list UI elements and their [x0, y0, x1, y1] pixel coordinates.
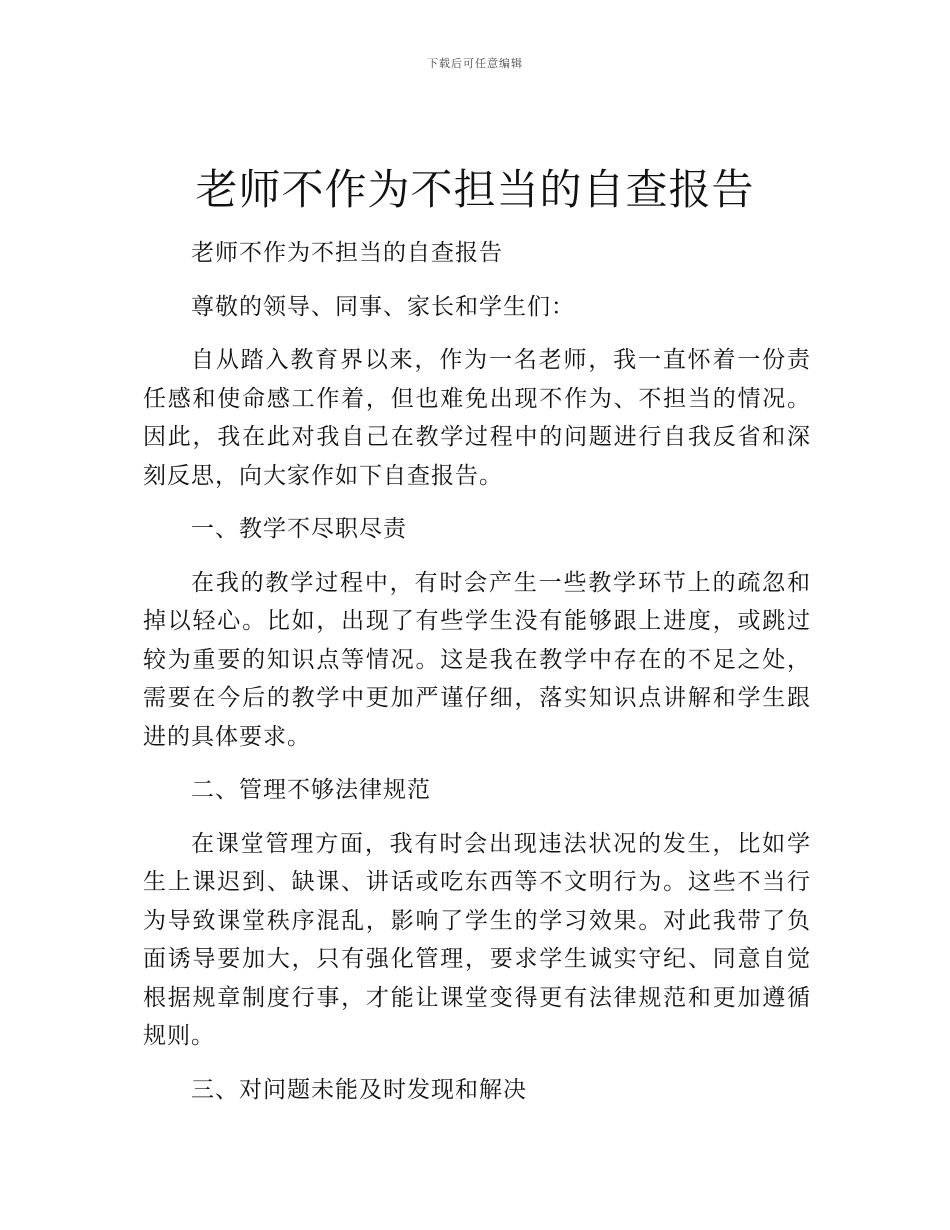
document-body — [143, 234, 811, 1124]
section-heading-2: 二、管理不够法律规范 — [191, 777, 431, 803]
page-header-note: 下载后可任意编辑 — [427, 57, 523, 70]
section-heading-3: 三、对问题未能及时发现和解决 — [191, 1076, 527, 1103]
salutation-paragraph: 尊敬的领导、同事、家长和学生们： — [191, 293, 575, 320]
section-body-2: 在课堂管理方面，我有时会出现违法状况的发生，比如学生上课迟到、缺课、讲话或吃东西等不文明行为。这些不当行为导致课堂秩序混乱，影响了学生的学习效果。对此我带了负面诱导要加大，只有强化管理，要求学生诚实守纪、同意自觉根据规章制度行事，才能让课堂变得更有法律规范和更加遵循规则。 — [143, 830, 811, 1049]
section-heading-1: 一、教学不尽职尽责 — [191, 516, 407, 542]
subtitle-paragraph: 老师不作为不担当的自查报告 — [191, 240, 503, 266]
section-body-1: 在我的教学过程中，有时会产生一些教学环节上的疏忽和掉以轻心。比如，出现了有些学生没有能够跟上进度，或跳过较为重要的知识点等情况。这是我在教学中存在的不足之处，需要在今后的教学中更加严谨仔细，落实知识点讲解和学生跟进的具体要求。 — [143, 569, 811, 750]
intro-paragraph: 自从踏入教育界以来，作为一名老师，我一直怀着一份责任感和使命感工作着，但也难免出现不作为、不担当的情况。因此，我在此对我自己在教学过程中的问题进行自我反省和深刻反思，向大家作如下自查报告。 — [143, 347, 811, 489]
document-title: 老师不作为不担当的自查报告 — [195, 165, 755, 214]
